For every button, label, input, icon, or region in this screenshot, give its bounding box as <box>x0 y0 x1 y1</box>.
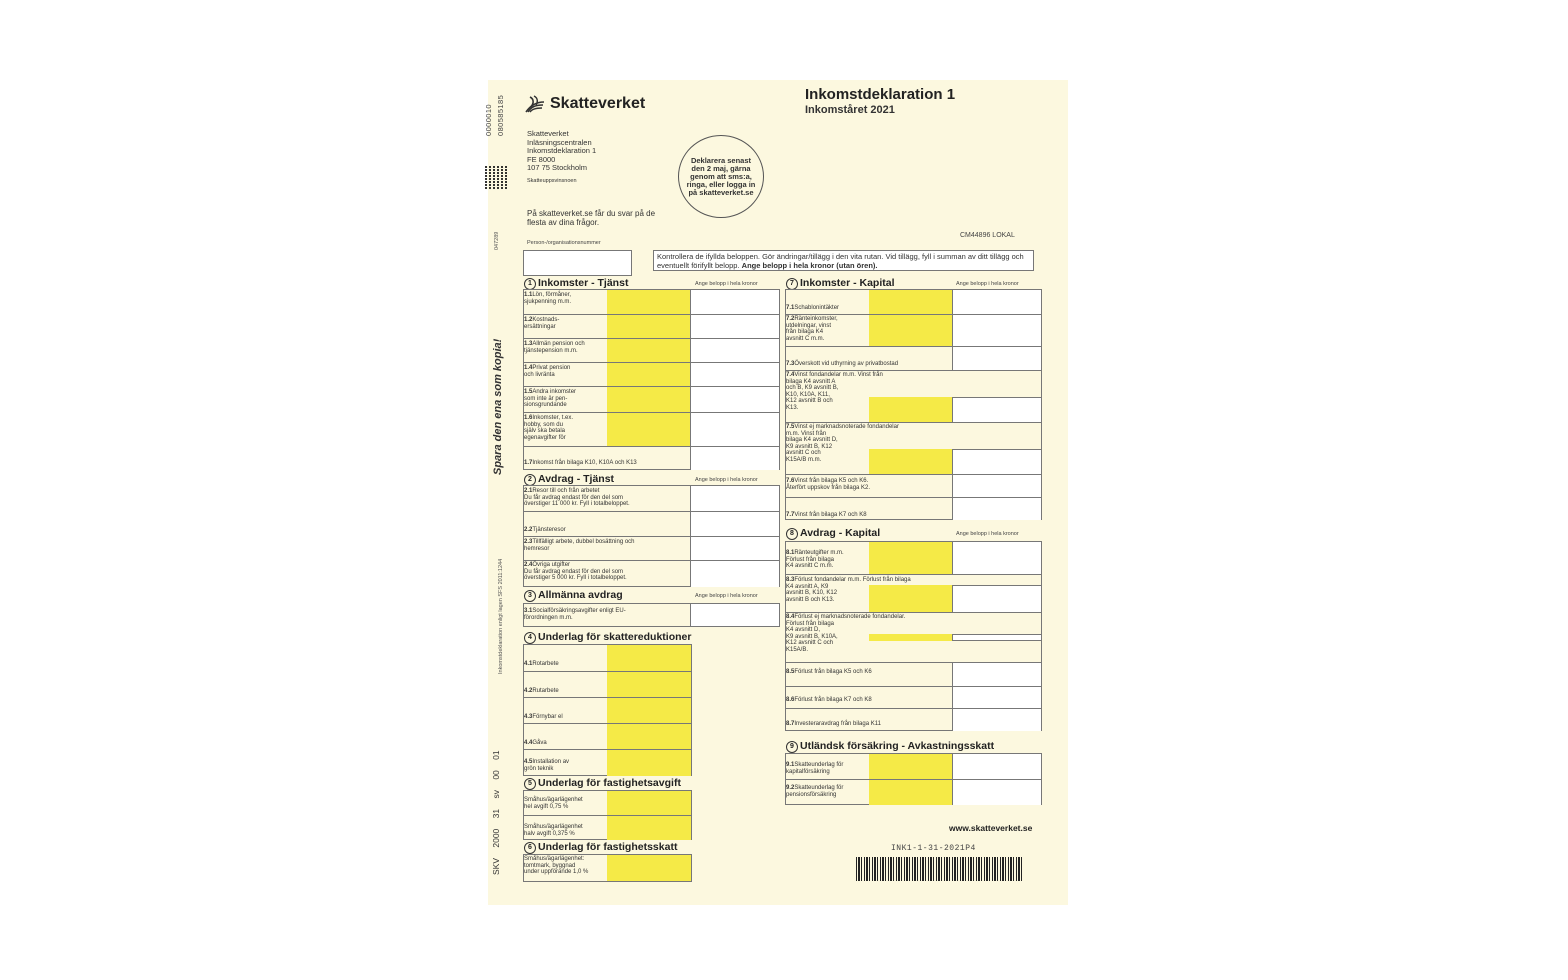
section-8-ange: Ange belopp i hela kronor <box>956 531 1019 537</box>
input-1-3[interactable] <box>690 339 779 363</box>
section-4-grid <box>523 644 692 776</box>
row-9-1: 9.1Skatteunderlag för kapitalförsäkring <box>786 754 1041 779</box>
section-1-ange: Ange belopp i hela kronor <box>695 281 758 287</box>
prefilled-1-6[interactable] <box>607 413 690 447</box>
brand-logo <box>524 94 645 114</box>
prefilled-5-2[interactable] <box>607 816 691 840</box>
prefilled-1-2[interactable] <box>607 315 690 339</box>
row-2-1: 2.1Resor till och från arbetet Du får avdrag endast för den del som överstiger 11 000 kr. Fyll i totalbeloppet. <box>524 486 779 511</box>
prefilled-1-1[interactable] <box>607 290 690 314</box>
row-7-4: 7.4Vinst fondandelar m.m. Vinst från bilaga K4 avsnitt A och B, K9 avsnitt B, K10, K10A, K11, K12 avsnitt B och K13. <box>786 370 1041 423</box>
row-6-1: Småhus/ägarlägenhet: tomtmark, byggnad under uppförande 1,0 % <box>524 855 691 881</box>
input-1-2[interactable] <box>690 315 779 339</box>
section-2-ange: Ange belopp i hela kronor <box>695 477 758 483</box>
row-1-2: 1.2Kostnads- ersättningar <box>524 314 779 339</box>
input-8-3[interactable] <box>952 585 1041 613</box>
prefilled-1-5[interactable] <box>607 387 690 413</box>
row-4-4: 4.4Gåva <box>524 723 691 750</box>
prefilled-9-2[interactable] <box>869 780 952 805</box>
prefilled-7-1[interactable] <box>869 290 952 314</box>
input-8-5[interactable] <box>952 663 1041 687</box>
side-code-a: 0000010 <box>484 104 493 136</box>
row-2-2: 2.2Tjänsteresor <box>524 511 779 537</box>
section-9-grid <box>785 753 1042 805</box>
row-8-4: 8.4Förlust ej marknadsnoterade fondandelar. Förlust från bilaga K4 avsnitt D, K9 avsnitt B, K10A, K12 avsnitt C och K15A/B. <box>786 612 1041 663</box>
address-line: Skatteverket <box>527 129 569 138</box>
row-4-5: 4.5Installation av grön teknik <box>524 749 691 776</box>
row-7-3: 7.3Överskott vid uthyrning av privatbostad <box>786 346 1041 371</box>
form-subtitle: Inkomståret 2021 <box>805 104 895 116</box>
brand-name: Skatteverket <box>550 95 646 112</box>
section-4-title: 4 Underlag för skattereduktioner <box>524 631 691 644</box>
barcode-text: INK1-1-31-2021P4 <box>891 844 976 853</box>
side-small-code: 047289 <box>494 231 500 250</box>
help-hint: På skatteverket.se får du svar på de flesta av dina frågor. <box>527 209 656 227</box>
input-1-1[interactable] <box>690 290 779 314</box>
prefilled-4-4[interactable] <box>607 724 691 750</box>
prefilled-4-5[interactable] <box>607 750 691 776</box>
row-1-1: 1.1Lön, förmåner, sjukpenning m.m. <box>524 290 779 314</box>
prefilled-8-4[interactable] <box>869 634 952 641</box>
row-8-6: 8.6Förlust från bilaga K7 och K8 <box>786 686 1041 709</box>
barcode <box>856 857 1023 881</box>
deadline-text: Deklarera senast den 2 maj, gärna genom att sms:a, ringa, eller logga in på skatteverket.se <box>686 155 756 197</box>
address-small: Skatteuppsvinsnoen <box>527 177 577 184</box>
section-3-ange: Ange belopp i hela kronor <box>695 593 758 599</box>
row-8-7: 8.7Investeraravdrag från bilaga K11 <box>786 708 1041 731</box>
instructions-bold: Ange belopp i hela kronor (utan ören). <box>741 261 878 270</box>
person-number-field[interactable] <box>523 250 632 276</box>
section-6-grid <box>523 854 692 882</box>
section-9-title: 9 Utländsk försäkring - Avkastningsskatt <box>786 740 994 753</box>
input-2-2[interactable] <box>690 512 779 537</box>
section-5-grid <box>523 790 692 840</box>
cm-code: CM44896 LOKAL <box>960 232 1015 239</box>
input-7-5[interactable] <box>952 449 1041 475</box>
prefilled-7-2[interactable] <box>869 315 952 347</box>
prefilled-7-5[interactable] <box>869 449 952 475</box>
input-1-4[interactable] <box>690 363 779 387</box>
prefilled-1-4[interactable] <box>607 363 690 387</box>
row-2-3: 2.3Tillfälligt arbete, dubbel bosättning och hemresor <box>524 536 779 561</box>
input-7-1[interactable] <box>952 290 1041 314</box>
input-9-2[interactable] <box>952 780 1041 805</box>
deadline-stamp <box>678 135 764 218</box>
input-7-2[interactable] <box>952 315 1041 347</box>
section-2-grid <box>523 485 780 587</box>
section-1-grid <box>523 289 780 470</box>
row-7-2: 7.2Ränteinkomster, utdelningar, vinst från bilaga K4 avsnitt C m.m. <box>786 314 1041 347</box>
section-5-title: 5 Underlag för fastighetsavgift <box>524 777 681 790</box>
row-1-3: 1.3Allmän pension och tjänstepension m.m. <box>524 338 779 363</box>
input-8-6[interactable] <box>952 687 1041 709</box>
section-3-title: 3 Allmänna avdrag <box>524 589 623 602</box>
row-3-1: 3.1Socialförsäkringsavgifter enligt EU- förordningen m.m. <box>524 604 779 626</box>
row-1-6: 1.6Inkomster, t.ex. hobby, som du själv ska betala egenavgifter för <box>524 412 779 447</box>
input-7-4[interactable] <box>952 397 1041 423</box>
input-3-1[interactable] <box>690 604 779 626</box>
section-7-grid <box>785 289 1042 520</box>
website-link[interactable]: www.skatteverket.se <box>949 823 1033 833</box>
input-2-1[interactable] <box>690 486 779 511</box>
side-code-b: 080585185 <box>496 94 505 136</box>
section-7-title: 7 Inkomster - Kapital <box>786 277 895 290</box>
keep-copy-note: Spara den ena som kopia! <box>492 338 504 475</box>
prefilled-4-3[interactable] <box>607 698 691 724</box>
row-5-1: Småhus/ägarlägenhet hel avgift 0,75 % <box>524 791 691 815</box>
section-3-grid <box>523 603 780 627</box>
row-7-7: 7.7Vinst från bilaga K7 och K8 <box>786 497 1041 520</box>
address-line: Inkomstdeklaration 1 <box>527 146 597 155</box>
prefilled-5-1[interactable] <box>607 791 691 815</box>
prefilled-6-1[interactable] <box>607 855 691 881</box>
return-address <box>527 130 596 185</box>
form-title: Inkomstdeklaration 1 <box>805 86 956 103</box>
input-9-1[interactable] <box>952 754 1041 779</box>
row-7-6: 7.6Vinst från bilaga K5 och K6. Återfört uppskov från bilaga K2. <box>786 474 1041 498</box>
section-1-title: 1 Inkomster - Tjänst <box>524 277 628 290</box>
row-8-3: 8.3Förlust fondandelar m.m. Förlust från bilaga K4 avsnitt A, K9 avsnitt B, K10, K12 avsnitt B och K13. <box>786 574 1041 613</box>
prefilled-1-3[interactable] <box>607 339 690 363</box>
section-7-ange: Ange belopp i hela kronor <box>956 281 1019 287</box>
datamatrix-code <box>485 165 507 189</box>
input-8-1[interactable] <box>952 542 1041 574</box>
instructions-box <box>653 250 1034 271</box>
address-line: 107 75 Stockholm <box>527 163 588 172</box>
input-7-6[interactable] <box>952 475 1041 498</box>
prefilled-9-1[interactable] <box>869 754 952 779</box>
address-line: FE 8000 <box>527 154 556 164</box>
form-code: SKV 2000 31 sv 00 01 <box>491 750 501 875</box>
input-1-7[interactable] <box>690 447 779 470</box>
row-8-5: 8.5Förlust från bilaga K5 och K6 <box>786 662 1041 687</box>
row-9-2: 9.2Skatteunderlag för pensionsförsäkring <box>786 779 1041 805</box>
row-1-4: 1.4Privat pension och livränta <box>524 362 779 387</box>
address-line: Inläsningscentralen <box>527 137 592 147</box>
input-1-5[interactable] <box>690 387 779 413</box>
prefilled-8-1[interactable] <box>869 542 952 574</box>
prefilled-8-3[interactable] <box>869 585 952 613</box>
input-7-7[interactable] <box>952 498 1041 520</box>
input-7-3[interactable] <box>952 347 1041 371</box>
input-8-4[interactable] <box>952 634 1041 641</box>
declaration-form <box>484 80 1068 905</box>
row-2-4: 2.4Övriga utgifter Du får avdrag endast för den del som överstiger 5 000 kr. Fyll i totalbeloppet. <box>524 560 779 587</box>
row-7-1: 7.1Schablonintäkter <box>786 290 1041 314</box>
instructions-text: Kontrollera de ifyllda beloppen. Gör ändringar/tillägg i den vita rutan. Vid tillägg, fyll i summan av ditt tillägg och eventuellt förifyllt belopp. <box>657 252 1024 270</box>
row-5-2: Småhus/ägarlägenhet halv avgift 0,375 % <box>524 815 691 840</box>
skatteverket-logo-icon <box>524 94 546 114</box>
prefilled-4-1[interactable] <box>607 645 691 671</box>
person-number-label: Person-/organisationsnummer <box>527 240 601 246</box>
section-2-title: 2 Avdrag - Tjänst <box>524 473 614 486</box>
section-8-title: 8 Avdrag - Kapital <box>786 527 880 540</box>
law-reference: Inkomstdeklaration enligt lagen SFS 2011:1244 <box>498 558 504 674</box>
row-4-2: 4.2Rutarbete <box>524 671 691 698</box>
section-8-grid <box>785 541 1042 731</box>
input-2-3[interactable] <box>690 537 779 561</box>
input-2-4[interactable] <box>690 561 779 587</box>
input-1-6[interactable] <box>690 413 779 447</box>
row-4-3: 4.3Förnybar el <box>524 697 691 724</box>
row-1-5: 1.5Andra inkomster som inte är pen- sionsgrundande <box>524 386 779 413</box>
row-1-7: 1.7Inkomst från bilaga K10, K10A och K13 <box>524 446 779 470</box>
row-7-5: 7.5Vinst ej marknadsnoterade fondandelar m.m. Vinst från bilaga K4 avsnitt D, K9 avsnitt B, K12 avsnitt C och K15A/B m.m. <box>786 422 1041 475</box>
prefilled-7-4[interactable] <box>869 397 952 423</box>
prefilled-4-2[interactable] <box>607 672 691 698</box>
input-8-7[interactable] <box>952 709 1041 731</box>
section-6-title: 6 Underlag för fastighetsskatt <box>524 841 677 854</box>
row-8-1: 8.1Ränteutgifter m.m. Förlust från bilaga K4 avsnitt C m.m. <box>786 542 1041 574</box>
row-4-1: 4.1Rotarbete <box>524 645 691 671</box>
